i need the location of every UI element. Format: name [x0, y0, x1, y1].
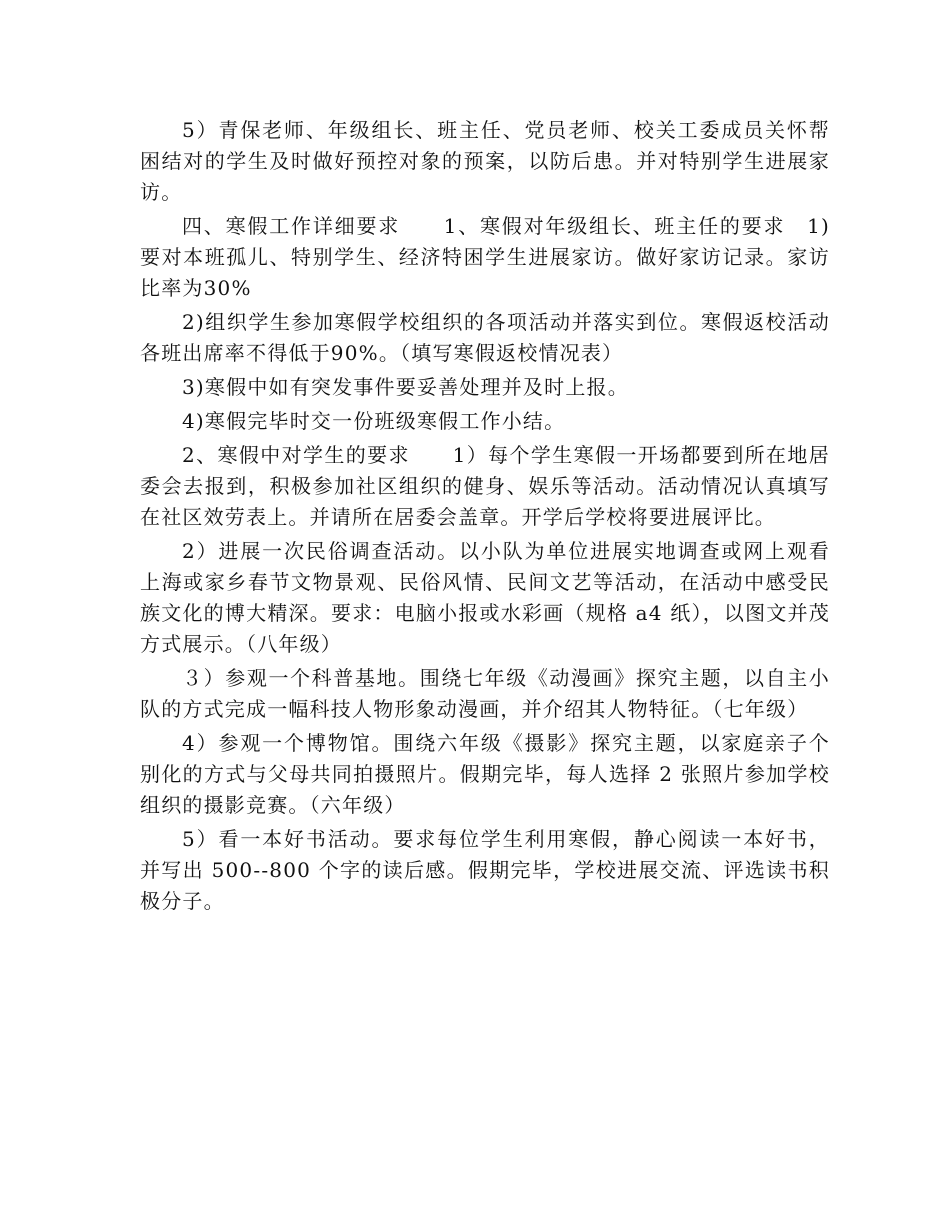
- paragraph-school-activities: 2)组织学生参加寒假学校组织的各项活动并落实到位。寒假返校活动各班出席率不得低于90%。（填写寒假返校情况表）: [140, 310, 830, 365]
- paragraph-work-summary: 4)寒假完毕时交一份班级寒假工作小结。: [182, 409, 566, 433]
- paragraph-counselor-care: 5）青保老师、年级组长、班主任、党员老师、校关工委成员关怀帮困结对的学生及时做好预控对象的预案，以防后患。并对特别学生进展家访。: [140, 118, 830, 204]
- paragraph-museum-visit: 4）参观一个博物馆。围绕六年级《摄影》探究主题，以家庭亲子个别化的方式与父母共同拍摄照片。假期完毕，每人选择 2 张照片参加学校组织的摄影竞赛。（六年级）: [140, 731, 830, 817]
- document-body: [140, 115, 830, 920]
- paragraph-science-base: ３）参观一个科普基地。围绕七年级《动漫画》探究主题，以自主小队的方式完成一幅科技人物形象动漫画，并介绍其人物特征。（七年级）: [140, 666, 830, 721]
- paragraph-folk-survey: 2）进展一次民俗调查活动。以小队为单位进展实地调查或网上观看上海或家乡春节文物景观、民俗风情、民间文艺等活动，在活动中感受民族文化的博大精深。要求：电脑小报或水彩画（规格 a4 纸），以图文并茂方式展示。（八年级）: [140, 539, 830, 656]
- paragraph-good-book: 5）看一本好书活动。要求每位学生利用寒假，静心阅读一本好书，并写出 500--800 个字的读后感。假期完毕，学校进展交流、评选读书积极分子。: [140, 827, 830, 913]
- paragraph-student-requirements: 2、寒假中对学生的要求 1）每个学生寒假一开场都要到所在地居委会去报到，积极参加社区组织的健身、娱乐等活动。活动情况认真填写在社区效劳表上。并请所在居委会盖章。开学后学校将要进展评比。: [140, 443, 830, 529]
- paragraph-winter-requirements: 四、寒假工作详细要求 1、寒假对年级组长、班主任的要求 1)要对本班孤儿、特别学生、经济特困学生进展家访。做好家访记录。家访比率为30%: [140, 214, 830, 300]
- paragraph-emergency-report: 3)寒假中如有突发事件要妥善处理并及时上报。: [182, 375, 629, 399]
